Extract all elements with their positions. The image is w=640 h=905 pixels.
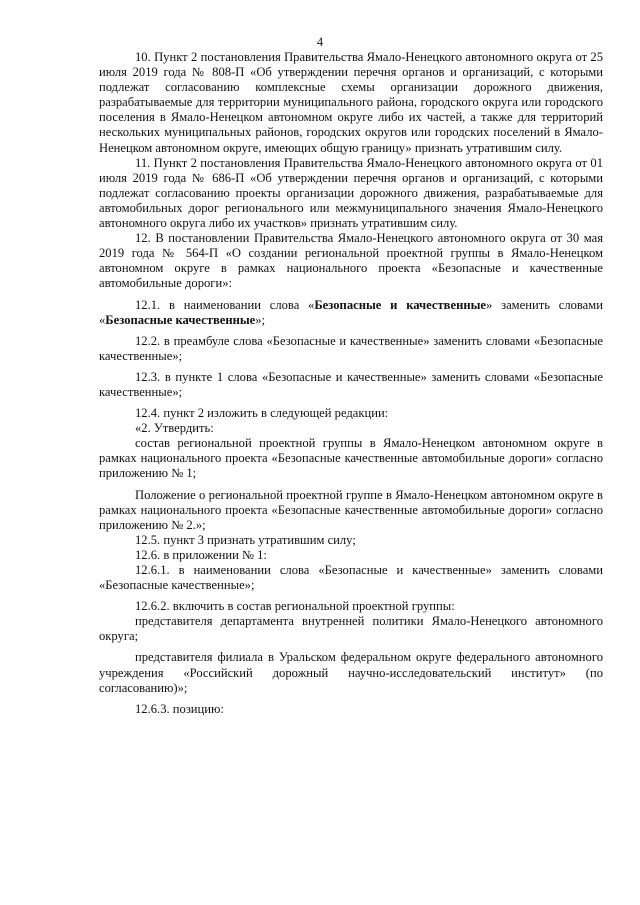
item-12-4: 12.4. пункт 2 изложить в следующей редакции: [135, 406, 389, 421]
quote-polozhenie: Положение о региональной проектной группе в Ямало-Ненецком автономном округе в рамках национального проекта «Безопасные качественные автомобильные дороги» согласно приложению № 2.»; [99, 487, 603, 532]
item-12-3: 12.3. в пункте 1 слова «Безопасные и качественные» заменить словами «Безопасные качественные»; [99, 369, 603, 399]
member-department: представителя департамента внутренней политики Ямало-Ненецкого автономного округа; [99, 614, 603, 644]
quote-sostav: состав региональной проектной группы в Ямало-Ненецком автономном округе в рамках национального проекта «Безопасные качественные автомобильные дороги» согласно приложению № 1; [99, 436, 603, 481]
item-12-6-1: 12.6.1. в наименовании слова «Безопасные и качественные» заменить словами «Безопасные качественные»; [99, 563, 603, 593]
page-number: 4 [316, 35, 324, 49]
item-12-1-suffix: »; [255, 312, 266, 327]
item-12-1-new-words: Безопасные качественные [105, 312, 256, 327]
quote-utverdit: «2. Утвердить: [135, 421, 214, 436]
paragraph-11: 11. Пункт 2 постановления Правительства Ямало-Ненецкого автономного округа от 01 июля 2019 года № 686-П «Об утверждении перечня органов и организаций, с которыми подлежат согласованию проекты организации дорожного движения, разрабатываемые для автомобильных дорог регионального или межмуниципального значения Ямало-Ненецкого автономного округа либо их участков» признать утратившим силу. [99, 155, 603, 231]
item-12-2: 12.2. в преамбуле слова «Безопасные и качественные» заменить словами «Безопасные качественные»; [99, 333, 603, 363]
item-12-5: 12.5. пункт 3 признать утратившим силу; [135, 532, 356, 547]
item-12-6-3: 12.6.3. позицию: [135, 701, 224, 716]
item-12-1-old-words: Безопасные и качественные [314, 297, 487, 312]
item-12-1-prefix: 12.1. в наименовании слова « [135, 297, 315, 312]
item-12-6-2: 12.6.2. включить в состав региональной проектной группы: [135, 599, 455, 614]
paragraph-12: 12. В постановлении Правительства Ямало-Ненецкого автономного округа от 30 мая 2019 года № 564-П «О создании региональной проектной группы в Ямало-Ненецком автономном округе в рамках национального проекта «Безопасные и качественные автомобильные дороги»: [99, 231, 603, 291]
member-rosdornii: представителя филиала в Уральском федеральном округе федерального автономного учреждения «Российский дорожный научно-исследовательский институт» (по согласованию)»; [99, 650, 603, 695]
item-12-1 [99, 298, 603, 328]
paragraph-10: 10. Пункт 2 постановления Правительства Ямало-Ненецкого автономного округа от 25 июля 2019 года № 808-П «Об утверждении перечня органов и организаций, с которыми подлежат согласованию комплексные схемы организации дорожного движения, разрабатываемые для территории муниципального района, городского округа или городского поселения в Ямало-Ненецком автономном округе либо их частей, а также для территорий нескольких муниципальных районов, городских округов или городских поселений в Ямало-Ненецком автономном округе, имеющих общую границу» признать утратившим силу. [99, 50, 603, 155]
item-12-6: 12.6. в приложении № 1: [135, 547, 267, 562]
item-12-1-middle: » заменить словами « [99, 297, 603, 327]
document-body [99, 50, 603, 717]
